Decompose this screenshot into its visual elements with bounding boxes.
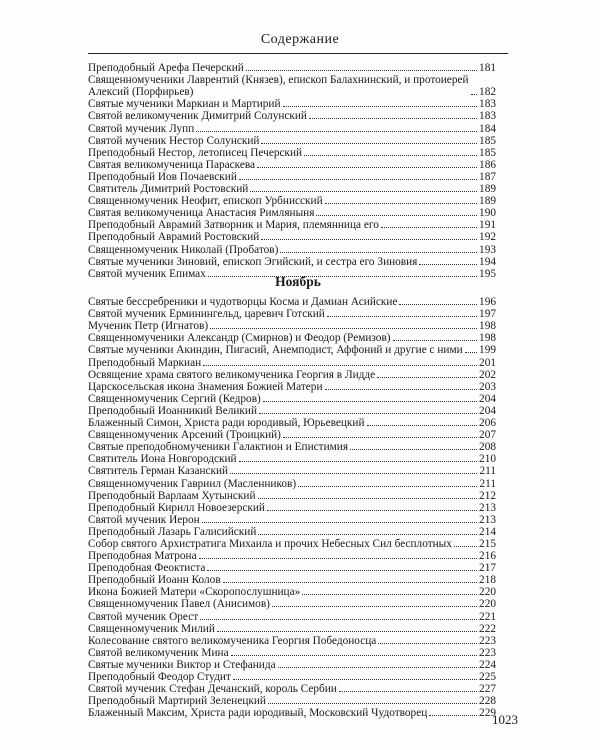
toc-entry-page: 215	[479, 537, 496, 550]
toc-entry-title: Мученик Петр (Игнатов)	[88, 320, 209, 333]
toc-entry	[88, 243, 496, 255]
dot-leader	[207, 570, 477, 571]
toc-entry-page: 207	[479, 429, 496, 442]
toc-entry-page: 208	[479, 441, 496, 454]
dot-leader	[210, 328, 477, 329]
toc-entry-title: Преподобная Матрона	[88, 550, 197, 563]
toc-entry	[88, 598, 496, 610]
dot-leader	[316, 215, 477, 216]
dot-leader	[298, 486, 477, 487]
dot-leader	[367, 425, 478, 426]
toc-entry-title: Преподобный Аврамий Ростовский	[88, 231, 260, 244]
toc-entry-title: Святой мученик Стефан Дечанский, король Сербии	[88, 683, 337, 696]
toc-entry-title: Святой великомученик Димитрий Солунский	[88, 110, 307, 123]
dot-leader	[268, 703, 477, 704]
toc-entry	[88, 574, 496, 586]
toc-entry	[88, 135, 496, 147]
toc-entry-page: 224	[479, 658, 496, 671]
toc-entry	[88, 453, 496, 465]
toc-entry	[88, 381, 496, 393]
toc-entry-page: 201	[479, 356, 496, 369]
toc-entry-page: 204	[479, 404, 496, 417]
toc-entry-page: 211	[479, 465, 496, 478]
toc-entry-page: 196	[479, 296, 496, 309]
toc-entry-title: Собор святого Архистратига Михаила и прочих Небесных Сил бесплотных	[88, 537, 452, 550]
dot-leader	[304, 155, 477, 156]
dot-leader	[471, 94, 477, 95]
toc-entry-title: Преподобный Кирилл Новоезерский	[88, 501, 265, 514]
toc-entry-page: 185	[479, 146, 496, 159]
toc-entry-page: 206	[479, 417, 496, 430]
dot-leader	[350, 449, 477, 450]
toc-entry-page: 189	[479, 183, 496, 196]
toc-entry-title: Святитель Димитрий Ростовский	[88, 183, 249, 196]
toc-entry	[88, 256, 496, 268]
dot-leader	[381, 227, 477, 228]
toc-entry	[88, 647, 496, 659]
dot-leader	[419, 264, 477, 265]
toc-entry-title: Святой мученик Епимах	[88, 267, 206, 280]
toc-entry-page: 186	[479, 158, 496, 171]
toc-entry-title: Священномученик Павел (Анисимов)	[88, 598, 270, 611]
toc-entry	[88, 183, 496, 195]
dot-leader	[454, 546, 477, 547]
toc-entry-title: Преподобный Иоанникий Великий	[88, 404, 258, 417]
toc-entry-page: 195	[479, 267, 496, 280]
dot-leader	[325, 389, 478, 390]
toc-entry	[88, 98, 496, 110]
toc-entry-page: 213	[479, 501, 496, 514]
dot-leader	[239, 179, 477, 180]
toc-entry-title: Святые мученики Зиновий, епископ Эгийский, и сестра его Зиновия	[88, 255, 418, 268]
dot-leader	[223, 582, 477, 583]
toc-entry	[88, 465, 496, 477]
toc-entry-page: 185	[479, 134, 496, 147]
toc-entry	[88, 320, 496, 332]
toc-entry-page: 202	[479, 368, 496, 381]
dot-leader	[233, 679, 477, 680]
dot-leader	[272, 606, 477, 607]
toc-entry-title: Преподобный Аврамий Затворник и Мария, племянница его	[88, 219, 379, 232]
dot-leader	[258, 498, 477, 499]
toc-entry-title: Блаженный Симон, Христа ради юродивый, Юрьевецкий	[88, 417, 365, 430]
toc-entry-title: Священномученик Милий	[88, 622, 215, 635]
toc-entry	[88, 332, 496, 344]
toc-entry	[88, 707, 496, 719]
toc-entry-page: 217	[479, 562, 496, 575]
toc-entry	[88, 671, 496, 683]
toc-entry-page: 190	[479, 207, 496, 220]
toc-entry-page: 181	[479, 62, 496, 75]
toc-entry-title: Священномученик Гавриил (Масленников)	[88, 477, 297, 490]
toc-entry-title: Священномученик Арсений (Троицкий)	[88, 429, 281, 442]
toc-entry-title: Святые преподобномученики Галактион и Епистимия	[88, 441, 349, 454]
toc-entry-title: Преподобный Лазарь Галисийский	[88, 525, 257, 538]
toc-entry	[88, 207, 496, 219]
toc-entry	[88, 526, 496, 538]
toc-entry-title: Святой мученик Орест	[88, 610, 199, 623]
toc-entry	[88, 490, 496, 502]
toc-entry-title: Блаженный Максим, Христа ради юродивый, Московский Чудотворец	[88, 707, 428, 720]
dot-leader	[465, 352, 477, 353]
toc-entry-page: 223	[479, 634, 496, 647]
toc-entry-page: 212	[479, 489, 496, 502]
toc-entry-page: 216	[479, 550, 496, 563]
dot-leader	[263, 401, 477, 402]
toc-entry-page: 229	[479, 707, 496, 720]
dot-leader	[283, 106, 478, 107]
running-header: Содержание	[260, 32, 340, 47]
toc-entry-page: 210	[479, 453, 496, 466]
toc-entry-title: Святой мученик Лупп	[88, 122, 195, 135]
toc-entry-title: Священномученик Неофит, епископ Урбнисский	[88, 195, 323, 208]
toc-entry-title: Преподобный Мартирий Зеленецкий	[88, 695, 266, 708]
toc-entry-page: 227	[479, 683, 496, 696]
toc-entry-title: Святые мученики Акиндин, Пигасий, Анемподист, Аффоний и другие с ними	[88, 344, 463, 357]
toc-entry-page: 193	[479, 243, 496, 256]
toc-entry	[88, 159, 496, 171]
toc-entry-title: Колесование святого великомученика Георгия Победоносца	[88, 634, 377, 647]
toc-entry-page: 194	[479, 255, 496, 268]
dot-leader	[378, 643, 477, 644]
toc-entry-page: 197	[479, 308, 496, 321]
toc-entry	[88, 695, 496, 707]
toc-entry	[88, 623, 496, 635]
toc-entry	[88, 477, 496, 489]
dot-leader	[393, 340, 477, 341]
toc-entry	[88, 356, 496, 368]
toc-entry-title: Святые мученики Маркиан и Мартирий	[88, 98, 281, 111]
toc-entry-page: 228	[479, 695, 496, 708]
toc-entry-page: 218	[479, 574, 496, 587]
toc-entry	[88, 417, 496, 429]
toc-entry-title: Преподобная Феоктиста	[88, 562, 206, 575]
toc-entry-title: Святая великомученица Параскева	[88, 158, 256, 171]
dot-leader	[199, 558, 477, 559]
toc-entry-title: Царскосельская икона Знамения Божией Матери	[88, 380, 323, 393]
toc-entry	[88, 147, 496, 159]
toc-entry-page: 199	[479, 344, 496, 357]
toc-entry-page: 220	[479, 586, 496, 599]
toc-entry-title: Преподобный Арефа Печерский	[88, 62, 244, 75]
toc-entry-page: 204	[479, 392, 496, 405]
toc-entry-title: Преподобный Маркиан	[88, 356, 202, 369]
toc-entry-page: 211	[479, 477, 496, 490]
dot-leader	[239, 461, 477, 462]
toc-entry-title: Святитель Герман Казанский	[88, 465, 229, 478]
toc-entry-page: 189	[479, 195, 496, 208]
toc-entry	[88, 514, 496, 526]
toc-entry	[88, 231, 496, 243]
toc-entry-title: Святой мученик Иерон	[88, 513, 200, 526]
toc-entry-page: 214	[479, 525, 496, 538]
toc-entry	[88, 296, 496, 308]
toc-entry-title: Святые бессребреники и чудотворцы Косма и Дамиан Асийские	[88, 296, 398, 309]
toc-entry-title: Преподобный Варлаам Хутынский	[88, 489, 256, 502]
toc-entry	[88, 171, 496, 183]
dot-leader	[259, 413, 477, 414]
toc-entry	[88, 610, 496, 622]
toc-entry	[88, 659, 496, 671]
dot-leader	[196, 131, 477, 132]
dot-leader	[377, 377, 477, 378]
toc-entry-page: 192	[479, 231, 496, 244]
dot-leader	[203, 365, 477, 366]
toc-entry-title: Преподобный Иоанн Колов	[88, 574, 221, 587]
dot-leader	[217, 631, 477, 632]
toc-entry-title: Святитель Иона Новгородский	[88, 453, 237, 466]
dot-leader	[302, 594, 477, 595]
toc-entry	[88, 110, 496, 122]
toc-entry-title: Святой великомученик Мина	[88, 646, 229, 659]
toc-entry	[88, 538, 496, 550]
toc-entry	[88, 369, 496, 381]
dot-leader	[325, 203, 477, 204]
toc-entry-page: 222	[479, 622, 496, 635]
dot-leader	[399, 304, 477, 305]
toc-entry	[88, 550, 496, 562]
toc-entry-title: Святые мученики Виктор и Стефанида	[88, 658, 276, 671]
toc-entry-page: 220	[479, 598, 496, 611]
toc-entry-title: Преподобный Нестор, летописец Печерский	[88, 146, 303, 159]
toc-entry-title: Преподобный Феодор Студит	[88, 671, 231, 683]
dot-leader	[230, 473, 477, 474]
toc-entry	[88, 219, 496, 231]
toc-entry-title: Святая великомученица Анастасия Римляныня	[88, 207, 315, 220]
toc-entry-page: 198	[479, 332, 496, 345]
dot-leader	[231, 655, 477, 656]
header-rule	[88, 53, 508, 54]
dot-leader	[429, 715, 477, 716]
toc-entry-page: 182	[479, 86, 496, 99]
section-title: Ноябрь	[275, 274, 321, 289]
toc-entry	[88, 683, 496, 695]
toc-list-november	[88, 296, 496, 719]
dot-leader	[278, 667, 477, 668]
dot-leader	[339, 691, 477, 692]
dot-leader	[250, 191, 477, 192]
toc-entry-page: 213	[479, 513, 496, 526]
dot-leader	[261, 239, 477, 240]
toc-entry-title: Священномученики Лаврентий (Князев), епископ Балахнинский, и протоиерей Алексий (Порфирьев)	[88, 74, 469, 99]
dot-leader	[246, 70, 477, 71]
toc-entry-title: Освящение храма святого великомученика Георгия в Лидде	[88, 368, 376, 381]
toc-entry-title: Преподобный Иов Почаевский	[88, 170, 237, 183]
toc-entry-page: 198	[479, 320, 496, 333]
dot-leader	[280, 252, 477, 253]
toc-entry-page: 203	[479, 380, 496, 393]
toc-entry-page: 187	[479, 170, 496, 183]
toc-entry	[88, 441, 496, 453]
toc-entry-page: 183	[479, 110, 496, 123]
toc-entry	[88, 562, 496, 574]
dot-leader	[200, 619, 477, 620]
toc-entry-title: Священномученики Александр (Смирнов) и Феодор (Ремизов)	[88, 332, 391, 345]
toc-entry-page: 221	[479, 610, 496, 623]
toc-entry-page: 223	[479, 646, 496, 659]
toc-entry-title: Икона Божией Матери «Скоропослушница»	[88, 586, 301, 599]
toc-entry-title: Святой мученик Нестор Солунский	[88, 134, 260, 147]
toc-entry	[88, 586, 496, 598]
dot-leader	[267, 510, 477, 511]
dot-leader	[309, 118, 477, 119]
toc-entry	[88, 635, 496, 647]
toc-entry	[88, 344, 496, 356]
toc-entry	[88, 393, 496, 405]
toc-entry	[88, 62, 496, 74]
toc-entry-title: Святой мученик Ерминингельд, царевич Готский	[88, 308, 325, 321]
dot-leader	[283, 437, 477, 438]
page-number: 1023	[492, 712, 518, 727]
toc-entry-page: 191	[479, 219, 496, 232]
toc-entry	[88, 405, 496, 417]
toc-entry	[88, 308, 496, 320]
toc-entry-page: 184	[479, 122, 496, 135]
toc-entry-page: 225	[479, 671, 496, 683]
toc-entry	[88, 122, 496, 134]
dot-leader	[257, 167, 477, 168]
toc-entry-title: Священномученик Николай (Пробатов)	[88, 243, 279, 256]
dot-leader	[202, 522, 477, 523]
toc-entry-page: 183	[479, 98, 496, 111]
toc-entry	[88, 195, 496, 207]
toc-entry	[88, 74, 496, 98]
toc-entry	[88, 502, 496, 514]
dot-leader	[261, 143, 477, 144]
toc-list-october	[88, 62, 496, 280]
dot-leader	[327, 316, 477, 317]
dot-leader	[258, 534, 477, 535]
toc-entry-title: Священномученик Сергий (Кедров)	[88, 392, 261, 405]
toc-entry	[88, 429, 496, 441]
